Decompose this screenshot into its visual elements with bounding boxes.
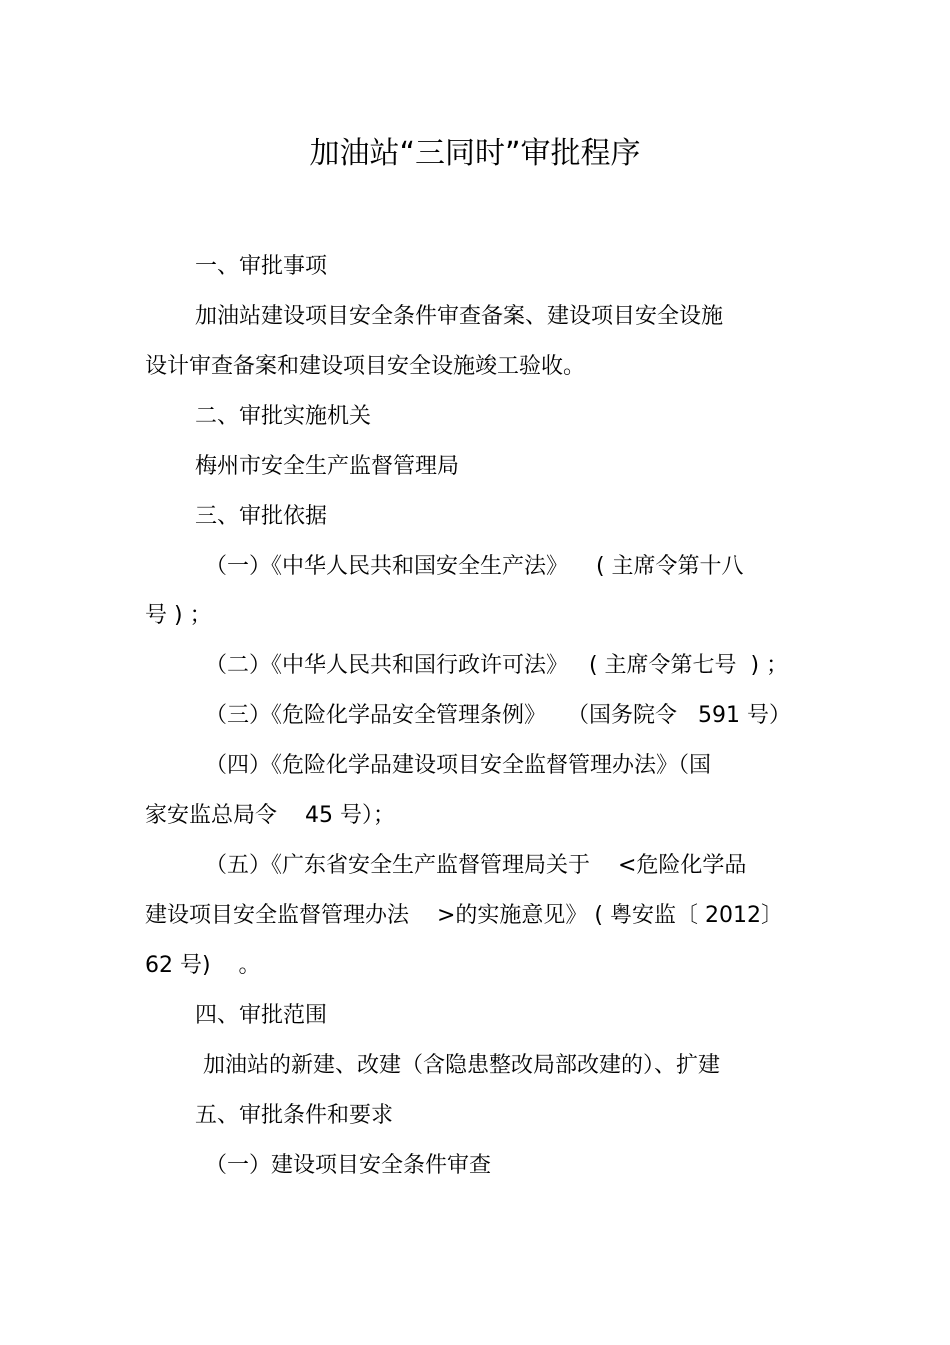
paragraph-line: （二）《中华人民共和国行政许可法》 ( 主席令第七号 ) ； bbox=[205, 653, 789, 678]
paragraph-line: （五）《广东省安全生产监督管理局关于 <危险化学品 bbox=[205, 853, 747, 878]
paragraph-line: 号 ) ； bbox=[145, 603, 212, 628]
paragraph-line: 加油站的新建、改建（含隐患整改局部改建的）、扩建 bbox=[203, 1053, 721, 1078]
section-heading-1: 一、审批事项 bbox=[195, 254, 328, 279]
paragraph-line: 设计审查备案和建设项目安全设施竣工验收。 bbox=[145, 354, 586, 379]
paragraph-line: 家安监总局令 45 号）； bbox=[145, 803, 395, 828]
paragraph-line: 建设项目安全监督管理办法 >的实施意见》 ( 粤安监〔 2012〕 bbox=[145, 903, 783, 928]
section-heading-5: 五、审批条件和要求 bbox=[195, 1103, 394, 1128]
paragraph-line: （三）《危险化学品安全管理条例》 （国务院令 591 号） bbox=[205, 703, 791, 728]
document-title: 加油站“三同时”审批程序 bbox=[309, 136, 641, 171]
section-heading-3: 三、审批依据 bbox=[195, 504, 328, 529]
paragraph-line: （一）建设项目安全条件审查 bbox=[205, 1153, 492, 1178]
paragraph-line: 62 号) 。 bbox=[145, 953, 261, 978]
section-heading-4: 四、审批范围 bbox=[195, 1003, 328, 1028]
paragraph-line: 加油站建设项目安全条件审查备案、建设项目安全设施 bbox=[195, 304, 724, 329]
paragraph-line: （四）《危险化学品建设项目安全监督管理办法》（国 bbox=[205, 753, 712, 778]
section-heading-2: 二、审批实施机关 bbox=[195, 404, 372, 429]
paragraph-line: （一）《中华人民共和国安全生产法》 ( 主席令第十八 bbox=[205, 554, 744, 579]
paragraph-line: 梅州市安全生产监督管理局 bbox=[195, 454, 460, 479]
